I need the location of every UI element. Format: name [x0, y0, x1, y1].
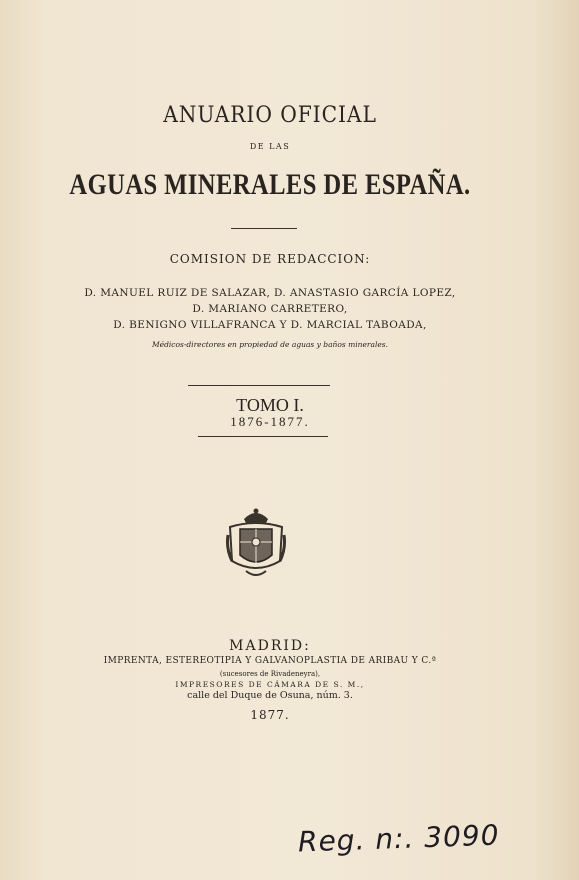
publication-year: 1877. — [250, 708, 290, 722]
member-list — [0, 285, 540, 333]
royal-coat-of-arms-icon — [226, 505, 286, 580]
imprint-successors: (sucesores de Rivadeneyra), — [219, 670, 321, 678]
main-title: AGUAS MINERALES DE ESPAÑA. — [69, 168, 471, 201]
imprint-city: MADRID: — [229, 638, 311, 654]
volume-rule-bottom — [198, 436, 328, 437]
title-connector: DE LAS — [249, 142, 291, 151]
imprint-title: IMPRESORES DE CÁMARA DE S. M., — [175, 680, 365, 689]
volume-rule-top — [188, 385, 330, 386]
volume-label: TOMO I. — [236, 395, 304, 415]
handwritten-registry-number: Reg. n:. 3090 — [297, 818, 501, 859]
member-line: D. BENIGNO VILLAFRANCA Y D. MARCIAL TABOADA, — [113, 319, 427, 331]
member-line: D. MANUEL RUIZ DE SALAZAR, D. ANASTASIO GARCÍA LOPEZ, — [84, 287, 456, 299]
members-note: Médicos-directores en propiedad de aguas y baños minerales. — [151, 340, 389, 349]
title-top: ANUARIO OFICIAL — [163, 103, 377, 128]
title-divider — [231, 228, 297, 229]
commission-heading: COMISION DE REDACCION: — [169, 252, 371, 266]
imprint-printer: IMPRENTA, ESTEREOTIPIA Y GALVANOPLASTIA DE ARIBAU Y C.ª — [103, 656, 437, 666]
imprint-address: calle del Duque de Osuna, núm. 3. — [187, 690, 353, 701]
volume-years: 1876-1877. — [230, 414, 310, 429]
member-line: D. MARIANO CARRETERO, — [192, 303, 348, 315]
